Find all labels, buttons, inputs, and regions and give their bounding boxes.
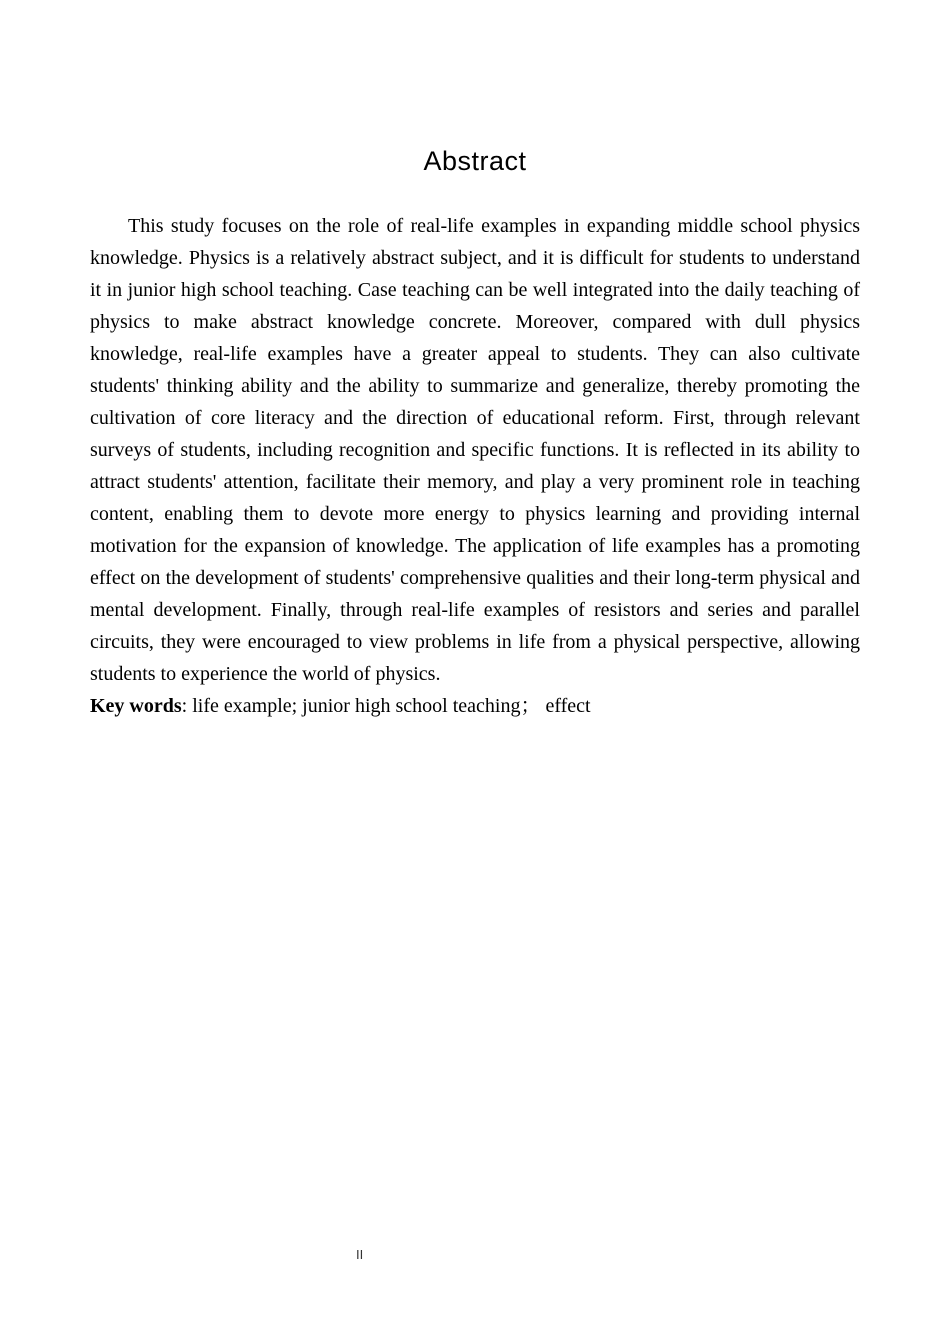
keywords-line (90, 690, 860, 722)
abstract-section (90, 210, 860, 722)
page-title: Abstract (423, 146, 527, 176)
keywords-label: Key words (90, 695, 182, 717)
abstract-paragraph: This study focuses on the role of real-life examples in expanding middle school physics knowledge. Physics is a relatively abstract subject, and it is difficult for students to understand it in junior high school teaching. Case teaching can be well integrated into the daily teaching of physics to make abstract knowledge concrete. Moreover, compared with dull physics knowledge, real-life examples have a greater appeal to students. They can also cultivate students' thinking ability and the ability to summarize and generalize, thereby promoting the cultivation of core literacy and the direction of educational reform. First, through relevant surveys of students, including recognition and specific functions. It is reflected in its ability to attract students' attention, facilitate their memory, and play a very prominent role in teaching content, enabling them to devote more energy to physics learning and providing internal motivation for the expansion of knowledge. The application of life examples has a promoting effect on the development of students' comprehensive qualities and their long-term physical and mental development. Finally, through real-life examples of resistors and series and parallel circuits, they were encouraged to view problems in life from a physical perspective, allowing students to experience the world of physics. (90, 215, 860, 685)
keywords-text: : life example; junior high school teaching； effect (181, 695, 591, 717)
page-number: II (356, 1247, 364, 1262)
